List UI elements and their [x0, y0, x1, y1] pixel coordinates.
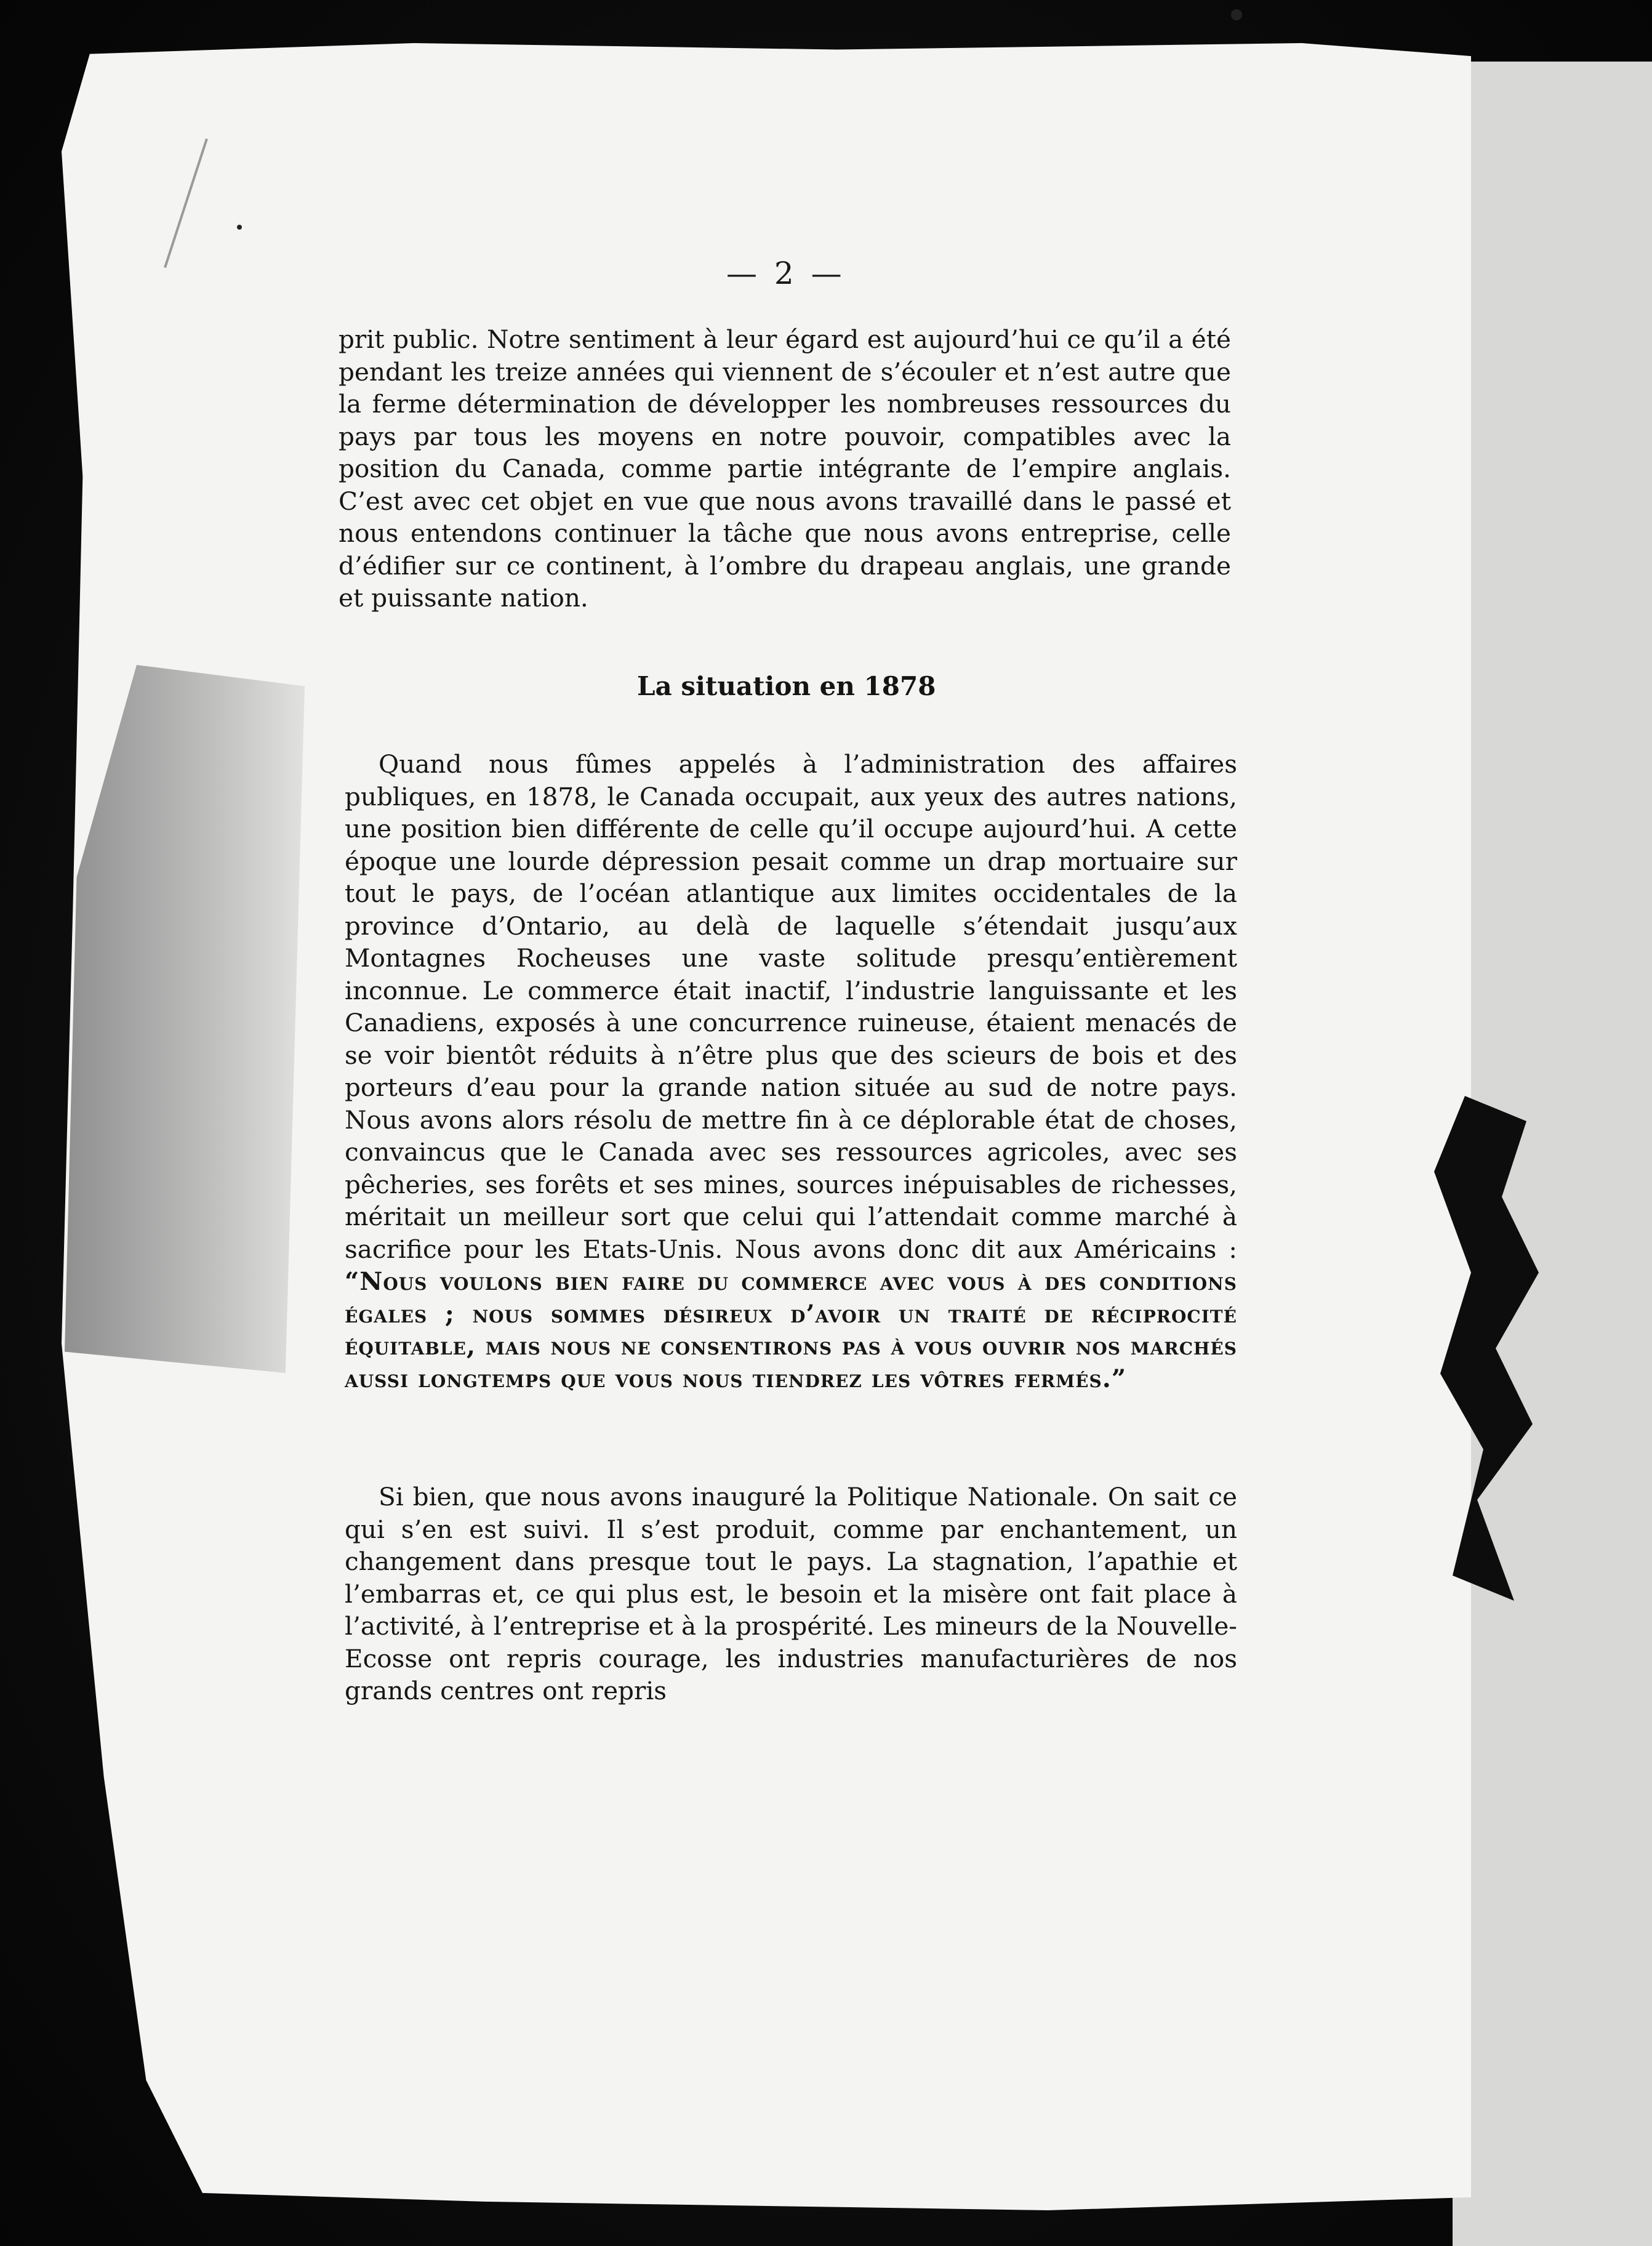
paragraph-2 [345, 748, 1237, 1395]
paragraph-1: prit public. Notre sentiment à leur égard est aujourd’hui ce qu’il a été pendant les treize années qui viennent de s’écouler et n’est autre que la ferme détermination de développer les nombreuses ressources du pays par tous les moyens en notre pouvoir, compatibles avec la position du Canada, comme partie intégrante de l’empire anglais. C’est avec cet objet en vue que nous avons travaillé dans le passé et nous entendons continuer la tâche que nous avons entreprise, celle d’édifier sur ce continent, à l’ombre du drapeau anglais, une grande et puissante nation. [339, 324, 1231, 613]
paragraph-2-lead: Quand nous fûmes appelés à l’administration des affaires publiques, en 1878, le Canada occupait, aux yeux des autres nations, une position bien différente de celle qu’il occupe aujourd’hui. A cette époque une lourde dépression pesait comme un drap mortuaire sur tout le pays, de l’océan atlantique aux limites occidentales de la province d’Ontario, au delà de laquelle s’étendait jusqu’aux Montagnes Rocheuses une vaste solitude presqu’entièrement inconnue. Le commerce était inactif, l’industrie languissante et les Canadiens, exposés à une concurrence ruineuse, étaient menacés de se voir bientôt réduits à n’être plus que des scieurs de bois et des porteurs d’eau pour la grande nation située au sud de notre pays. Nous avons alors résolu de mettre fin à ce déplorable état de choses, convaincus que le Canada avec ses ressources agricoles, avec ses pêcheries, ses forêts et ses mines, sources inépuisables de richesses, méritait un meilleur sort que celui qui l’attendait comme marché à sacrifice pour les Etats-Unis. Nous avons donc dit aux Américains : [345, 749, 1237, 1264]
section-heading: La situation en 1878 [637, 671, 936, 701]
paragraph-3: Si bien, que nous avons inauguré la Politique Nationale. On sait ce qui s’en est suivi. Il s’est produit, comme par enchantement, un changement dans presque tout le pays. La stagnation, l’apathie et l’embarras et, ce qui plus est, le besoin et la misère ont fait place à l’activité, à l’entreprise et à la prospérité. Les mineurs de la Nouvelle-Ecosse ont repris courage, les industries manufacturières de nos grands centres ont repris [345, 1482, 1237, 1705]
paragraph-2-quote: “Nous voulons bien faire du commerce avec vous à des conditions égales ; nous sommes désireux d’avoir un traité de réciprocité équitable, mais nous ne consentirons pas à vous ouvrir nos marchés aussi longtemps que vous nous tiendrez les vôtres fermés.” [345, 1266, 1237, 1393]
speck-mark [1231, 9, 1242, 20]
page-number: — 2 — [726, 256, 846, 291]
speck-mark [237, 225, 242, 230]
